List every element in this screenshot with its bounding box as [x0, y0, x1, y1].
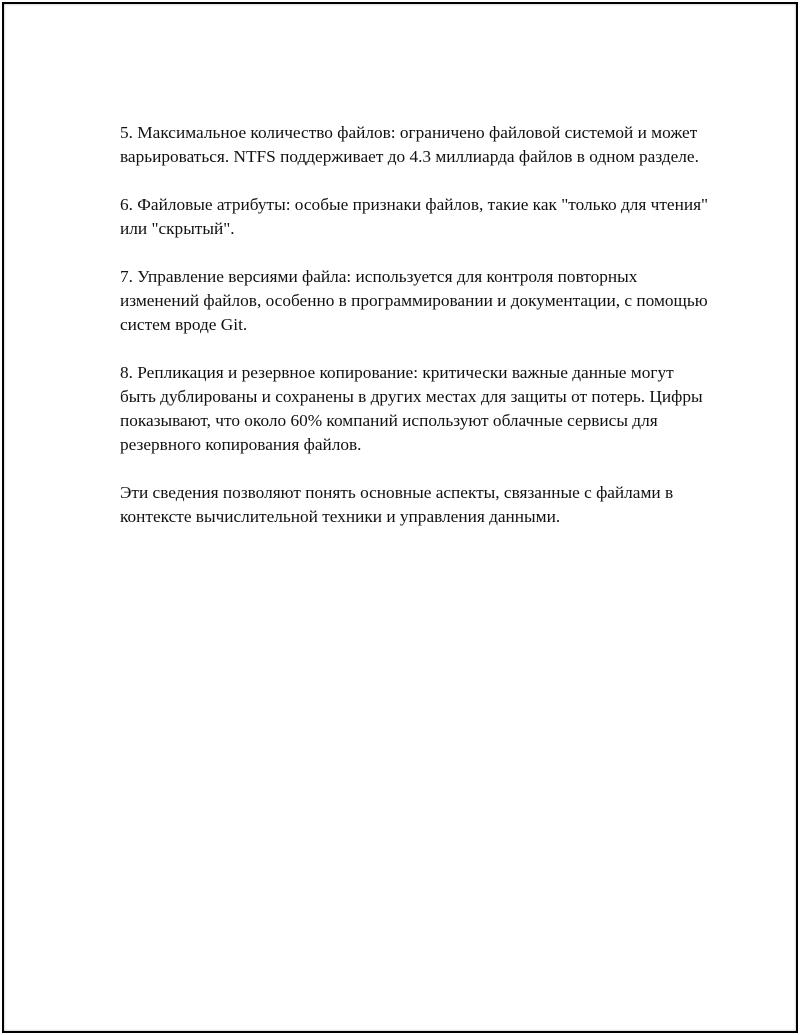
paragraph-summary: Эти сведения позволяют понять основные аспекты, связанные с файлами в контексте вычислительной техники и управления данными.	[120, 483, 674, 526]
paragraph-max-files: 5. Максимальное количество файлов: ограничено файловой системой и может варьироваться. NTFS поддерживает до 4.3 миллиарда файлов в одном разделе.	[120, 123, 699, 166]
paragraph-file-attributes: 6. Файловые атрибуты: особые признаки файлов, такие как "только для чтения" или "скрытый".	[120, 195, 709, 238]
document-body	[120, 121, 710, 553]
document-page	[2, 2, 798, 1033]
paragraph-version-control: 7. Управление версиями файла: используется для контроля повторных изменений файлов, особенно в программировании и документации, с помощью систем вроде Git.	[120, 267, 708, 334]
paragraph-replication-backup: 8. Репликация и резервное копирование: критически важные данные могут быть дублированы и сохранены в других местах для защиты от потерь. Цифры показывают, что около 60% компаний используют облачные сервисы для резервного копирования файлов.	[120, 363, 703, 454]
